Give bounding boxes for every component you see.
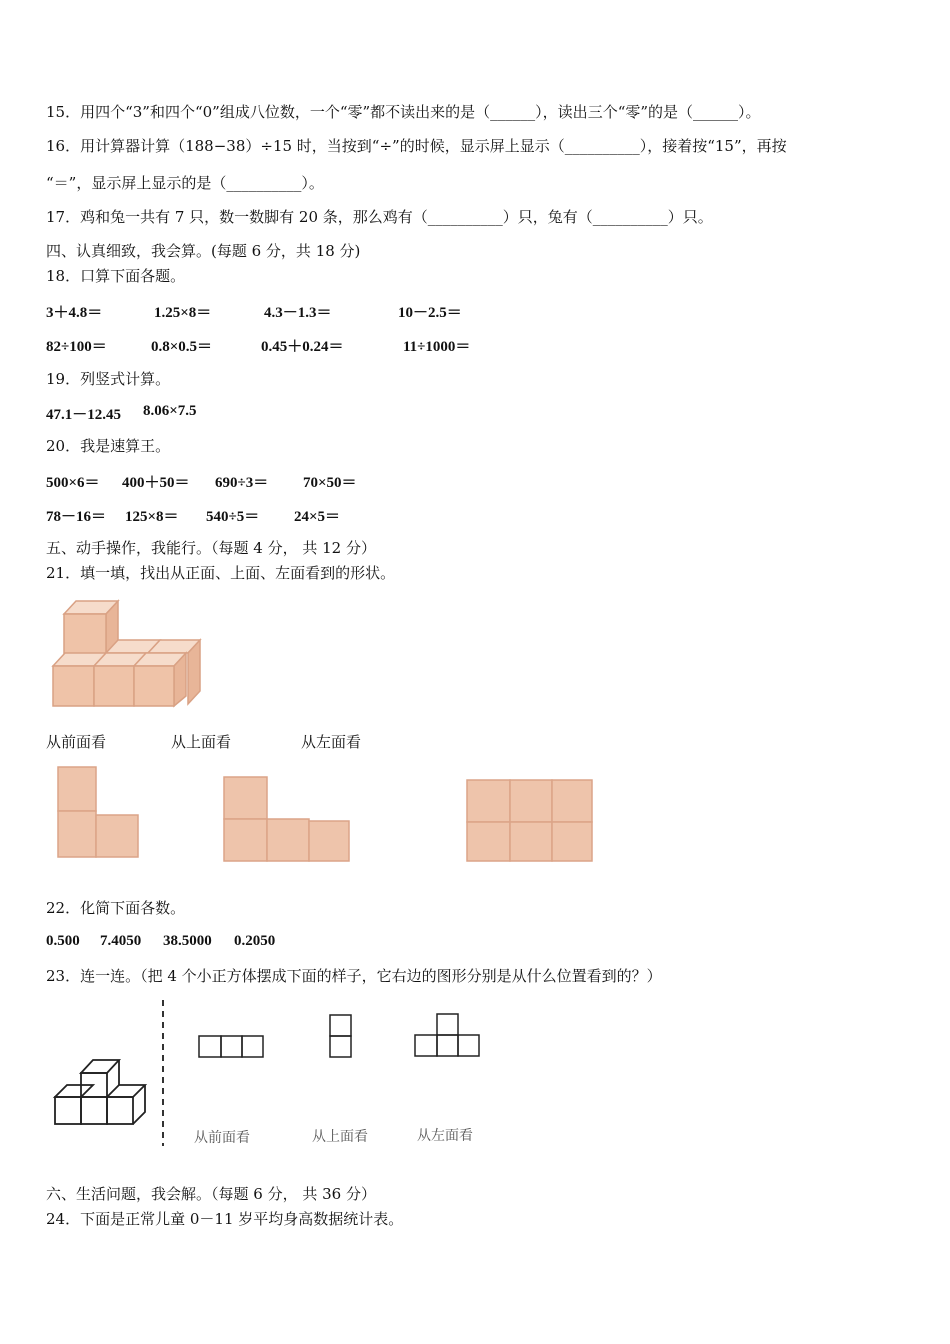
- view-square: [224, 777, 267, 819]
- cube-edge: [107, 1097, 133, 1124]
- q18-item: 0.45＋0.24＝: [261, 339, 344, 355]
- view-square: [467, 822, 510, 861]
- view-square: [224, 819, 267, 861]
- q18-item: 10－2.5＝: [398, 305, 462, 321]
- q23-view-front: [197, 1034, 267, 1060]
- question-21: 21．填一填，找出从正面、上面、左面看到的形状。: [46, 564, 396, 582]
- q20-item: 500×6＝: [46, 475, 100, 491]
- cube-edge: [107, 1085, 145, 1097]
- cube-edge: [55, 1085, 93, 1097]
- q19-item: 47.1－12.45: [46, 407, 122, 423]
- question-22: 22．化简下面各数。: [46, 899, 186, 917]
- q20-item: 70×50＝: [303, 475, 357, 491]
- question-15: 15．用四个“3”和四个“0”组成八位数，一个“零”都不读出来的是（______），读出三个“零”的是（______）。: [46, 103, 761, 121]
- cube-face: [134, 666, 174, 706]
- q22-item: 38.5000: [163, 933, 212, 949]
- q21-label-front: 从前面看: [46, 733, 107, 751]
- section-5-heading: 五、动手操作，我能行。（每题 4 分， 共 12 分）: [46, 539, 376, 557]
- q19-item: 8.06×7.5: [143, 403, 197, 419]
- section-4-heading: 四、认真细致，我会算。(每题 6 分，共 18 分): [46, 242, 361, 260]
- view-square: [58, 767, 96, 811]
- view-square: [552, 780, 592, 822]
- cube-edge: [81, 1060, 119, 1073]
- q23-cube-figure: [50, 1055, 155, 1130]
- q23-label-1: 从前面看: [194, 1130, 250, 1146]
- view-square: [58, 811, 96, 857]
- question-16-line2: “＝”，显示屏上显示的是（__________）。: [46, 174, 324, 192]
- question-16-line1: 16．用计算器计算（188−38）÷15 时，当按到“÷”的时候，显示屏上显示（__________），接着按“15”，再按: [46, 137, 787, 155]
- cube-edge: [55, 1097, 81, 1124]
- q20-item: 690÷3＝: [215, 475, 269, 491]
- question-17: 17．鸡和兔一共有 7 只，数一数脚有 20 条，那么鸡有（__________）只，兔有（__________）只。: [46, 208, 713, 226]
- question-23: 23．连一连。（把 4 个小正方体摆成下面的样子，它右边的图形分别是从什么位置看到的？）: [46, 967, 662, 985]
- q18-item: 0.8×0.5＝: [151, 339, 213, 355]
- dashed-divider: [160, 1000, 166, 1146]
- q23-label-3: 从左面看: [417, 1128, 473, 1144]
- q22-item: 0.500: [46, 933, 80, 949]
- q22-item: 7.4050: [100, 933, 142, 949]
- view-square: [552, 822, 592, 861]
- view-square: [510, 780, 552, 822]
- q21-view-shape-2: [220, 774, 355, 864]
- question-24: 24．下面是正常儿童 0－11 岁平均身高数据统计表。: [46, 1210, 404, 1228]
- question-18: 18．口算下面各题。: [46, 267, 186, 285]
- q23-view-top: [328, 1013, 354, 1059]
- q18-item: 1.25×8＝: [154, 305, 212, 321]
- q20-item: 24×5＝: [294, 509, 341, 525]
- view-square: [267, 819, 309, 861]
- q21-view-shape-3: [464, 777, 596, 865]
- q21-cube-figure: [48, 596, 208, 710]
- question-20: 20．我是速算王。: [46, 437, 171, 455]
- q21-view-shape-1: [55, 764, 145, 864]
- q23-view-left: [413, 1012, 483, 1058]
- q18-item: 11÷1000＝: [403, 339, 471, 355]
- q18-item: 82÷100＝: [46, 339, 107, 355]
- view-square: [510, 822, 552, 861]
- view-square: [96, 815, 138, 857]
- view-square: [467, 780, 510, 822]
- section-6-heading: 六、生活问题，我会解。（每题 6 分， 共 36 分）: [46, 1185, 376, 1203]
- q22-item: 0.2050: [234, 933, 276, 949]
- q20-item: 400＋50＝: [122, 475, 190, 491]
- cube-face: [94, 666, 134, 706]
- view-square: [309, 821, 349, 861]
- q20-item: 78－16＝: [46, 509, 107, 525]
- cube-face: [64, 614, 106, 656]
- q23-label-2: 从上面看: [312, 1129, 368, 1145]
- q18-item: 4.3－1.3＝: [264, 305, 332, 321]
- q21-label-left: 从左面看: [301, 733, 362, 751]
- q20-item: 125×8＝: [125, 509, 179, 525]
- question-19: 19．列竖式计算。: [46, 370, 171, 388]
- cube-face: [53, 666, 94, 706]
- q21-label-top: 从上面看: [171, 733, 232, 751]
- q18-item: 3＋4.8＝: [46, 305, 103, 321]
- q20-item: 540÷5＝: [206, 509, 260, 525]
- cube-edge: [81, 1097, 107, 1124]
